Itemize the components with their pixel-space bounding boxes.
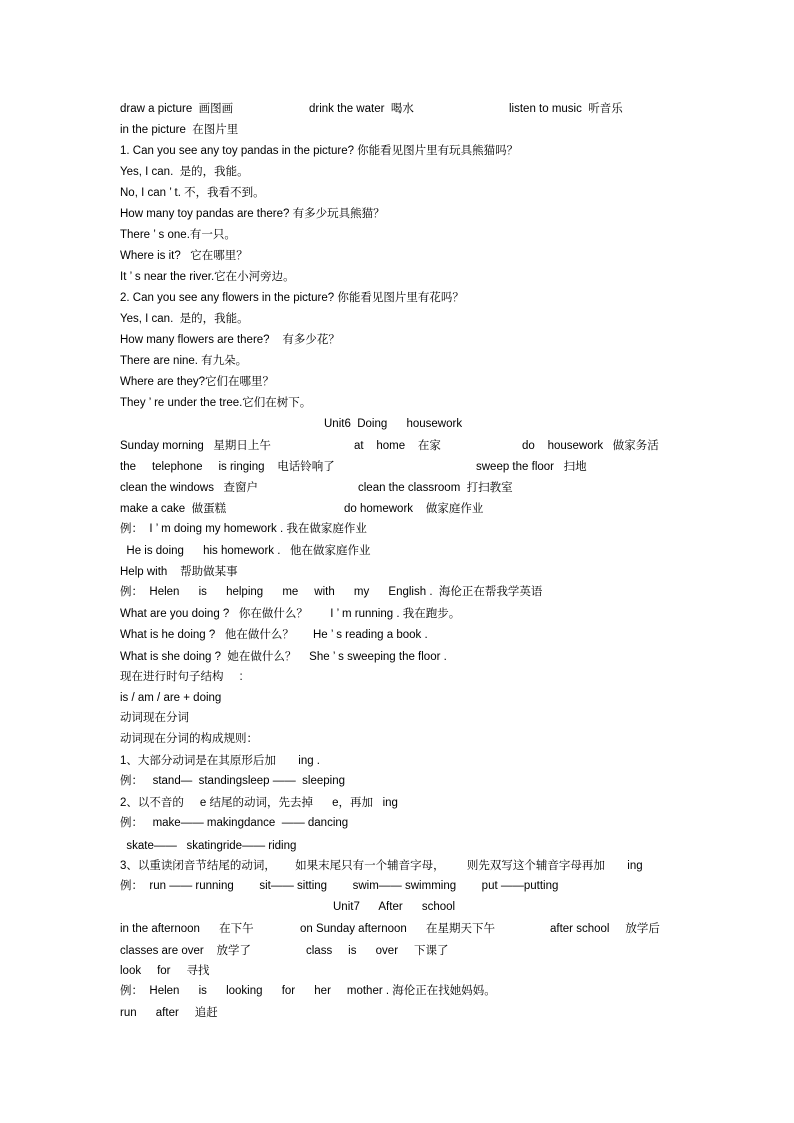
rule-3-example: 例： run —— running sit—— sitting swim—— swimming put ——putting [120,880,559,892]
vocab-sweep-the-floor: sweep the floor 扫地 [476,461,587,473]
rule-1-example: 例： stand— standingsleep —— sleeping [120,775,346,787]
answer-theres-one: There ’ s one.有一只。 [120,229,236,241]
vocab-do-housework: do housework 做家务活 [522,440,659,452]
answer-there-are-nine: There are nine. 有九朵。 [120,355,248,367]
vocab-do-homework: do homework 做家庭作业 [344,503,484,515]
vocab-look-for: look for 寻找 [120,965,210,977]
vocab-clean-the-classroom: clean the classroom 打扫教室 [358,482,513,494]
dialog-what-are-you-doing: What are you doing ? 你在做什么？ I ’ m running . 我在跑步。 [120,608,461,620]
vocab-on-sunday-afternoon: on Sunday afternoon 在星期天下午 [300,923,495,935]
dialog-what-is-she-doing: What is she doing ? 她在做什么？ She ’ s sweeping the floor . [120,651,447,663]
question-how-many-flowers: How many flowers are there? 有多少花？ [120,334,340,346]
vocab-drink-the-water: drink the water 喝水 [309,103,414,115]
vocab-make-a-cake: make a cake 做蛋糕 [120,503,227,515]
question-where-are-they: Where are they?它们在哪里？ [120,376,275,388]
vocab-at-home: at home 在家 [354,440,441,452]
vocab-class-is-over: class is over 下课了 [306,945,449,957]
vocab-classes-are-over: classes are over 放学了 [120,945,252,957]
vocab-in-the-afternoon: in the afternoon 在下午 [120,923,254,935]
answer-yes-i-can-2: Yes, I can. 是的，我能。 [120,313,249,325]
vocab-listen-to-music: listen to music 听音乐 [509,103,623,115]
vocab-telephone-ringing: the telephone is ringing 电话铃响了 [120,461,335,473]
unit6-heading: Unit6 Doing housework [324,418,463,430]
example-he-is-doing: He is doing his homework . 他在做家庭作业 [120,545,371,557]
rule-3: 3、以重读闭音节结尾的动词， 如果末尾只有一个辅音字母， 则先双写这个辅音字母再加 ing [120,860,643,872]
rule-2-example: 例： make—— makingdance —— dancing [120,817,349,829]
vocab-draw-a-picture: draw a picture 画图画 [120,103,234,115]
question-flowers: 2. Can you see any flowers in the picture? 你能看见图片里有花吗？ [120,292,464,304]
example-helen-helping: 例： Helen is helping me with my English . 海伦正在帮我学英语 [120,586,543,598]
example-helen-looking: 例： Helen is looking for her mother . 海伦正在找她妈妈。 [120,985,496,997]
vocab-help-with: Help with 帮助做某事 [120,566,238,578]
rule-2-example-2: skate—— skatingride—— riding [120,840,297,852]
rule-1: 1、大部分动词是在其原形后加 ing . [120,755,320,767]
vocab-run-after: run after 追赶 [120,1007,218,1019]
grammar-structure-formula: is / am / are + doing [120,692,222,704]
grammar-rules-heading: 动词现在分词的构成规则： [120,733,258,745]
grammar-structure-heading: 现在进行时句子结构 : [120,671,243,683]
vocab-after-school: after school 放学后 [550,923,660,935]
question-toy-pandas: 1. Can you see any toy pandas in the picture? 你能看见图片里有玩具熊猫吗？ [120,145,519,157]
example-doing-homework: 例： I ’ m doing my homework . 我在做家庭作业 [120,523,367,535]
vocab-sunday-morning: Sunday morning 星期日上午 [120,440,271,452]
answer-yes-i-can: Yes, I can. 是的，我能。 [120,166,249,178]
dialog-what-is-he-doing: What is he doing ? 他在做什么？ He ’ s reading a book . [120,629,428,641]
vocab-clean-the-windows: clean the windows 查窗户 [120,482,259,494]
question-where-is-it: Where is it? 它在哪里？ [120,250,248,262]
rule-2: 2、以不音的 e 结尾的动词，先去掉 e，再加 ing [120,797,398,809]
answer-under-the-tree: They ’ re under the tree.它们在树下。 [120,397,312,409]
question-how-many-toy-pandas: How many toy pandas are there? 有多少玩具熊猫？ [120,208,385,220]
grammar-present-participle: 动词现在分词 [120,712,189,724]
answer-no-i-cant: No, I can ’ t. 不，我看不到。 [120,187,265,199]
answer-near-the-river: It ’ s near the river.它在小河旁边。 [120,271,295,283]
unit7-heading: Unit7 After school [333,901,456,913]
vocab-in-the-picture: in the picture 在图片里 [120,124,239,136]
